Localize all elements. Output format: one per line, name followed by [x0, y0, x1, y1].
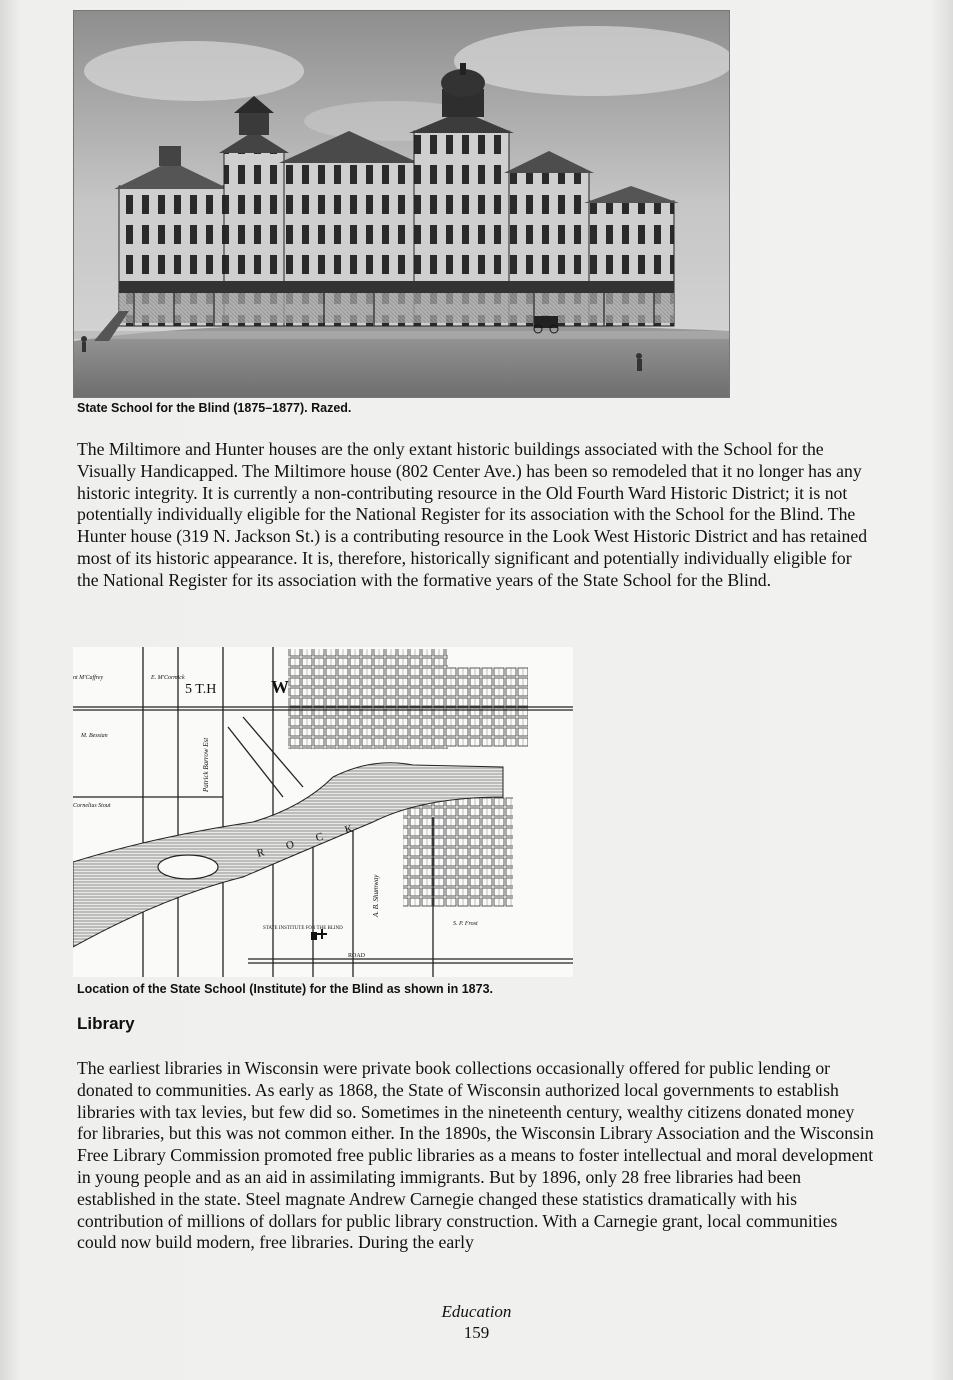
section-heading-library: Library [77, 1014, 135, 1033]
map-label-ward-word: W [271, 677, 289, 697]
map-label-mccaffrey: nt M'Caffrey [73, 675, 104, 681]
map-label-institute: STATE INSTITUTE FOR THE BLIND [263, 926, 343, 931]
figure1-caption: State School for the Blind (1875–1877). Razed. [77, 401, 352, 415]
school-building-illustration [74, 11, 729, 397]
paragraph-library-history: The earliest libraries in Wisconsin were private book collections occasionally offered for public lending or donated to communities. As early as 1868, the State of Wisconsin authorized local governments to establish libraries with tax levies, but few did so. Sometimes in the nineteenth century, wealthy citizens donated money for libraries, but this was not common either. In the 1890s, the Wisconsin Library Association and the Wisconsin Free Library Commission promoted free public libraries as a means to foster intellectual and moral development in young people and as an aid in assimilating immigrants. But by 1896, only 28 free libraries had been established in the state. Steel magnate Andrew Carnegie changed these statistics dramatically with his contribution of millions of dollars for public library construction. With a Carnegie grant, local communities could now build modern, free libraries. During the early [77, 1058, 874, 1253]
map-label-frost: S. P. Frost [453, 921, 478, 927]
map-label-patrick: Patrick Barrow Est [202, 737, 210, 792]
school-engraving-image [73, 10, 730, 398]
map-illustration [73, 647, 573, 977]
map-label-ward: 5 T.H [185, 682, 217, 697]
paragraph-historic-buildings: The Miltimore and Hunter houses are the only extant historic buildings associated with the School for the Visually Handicapped. The Miltimore house (802 Center Ave.) has been so remodeled that it no longer has any historic integrity. It is currently a non-contributing resource in the Old Fourth Ward Historic District; it is not potentially individually eligible for the National Register for its association with the School for the Blind. The Hunter house (319 N. Jackson St.) is a contributing resource in the Look West Historic District and has retained most of its historic appearance. It is, therefore, historically significant and potentially individually eligible for the National Register for its association with the formative years of the State School for the Blind. [77, 439, 868, 590]
map-label-mccormick: E. M'Cormick [151, 675, 185, 681]
map-label-shumway: A. B. Shumway [372, 874, 380, 917]
map-label-river: R O C K [255, 820, 364, 860]
figure2-caption: Location of the State School (Institute) for the Blind as shown in 1873. [77, 982, 494, 996]
page-number: 159 [463, 1323, 490, 1342]
map-label-bessian: M. Bessian [81, 733, 108, 739]
footer-section-title: Education [441, 1302, 512, 1321]
map-1873 [73, 647, 573, 977]
map-label-cornelius: Cornelius Stout [73, 803, 111, 809]
map-label-road: ROAD [348, 953, 366, 959]
